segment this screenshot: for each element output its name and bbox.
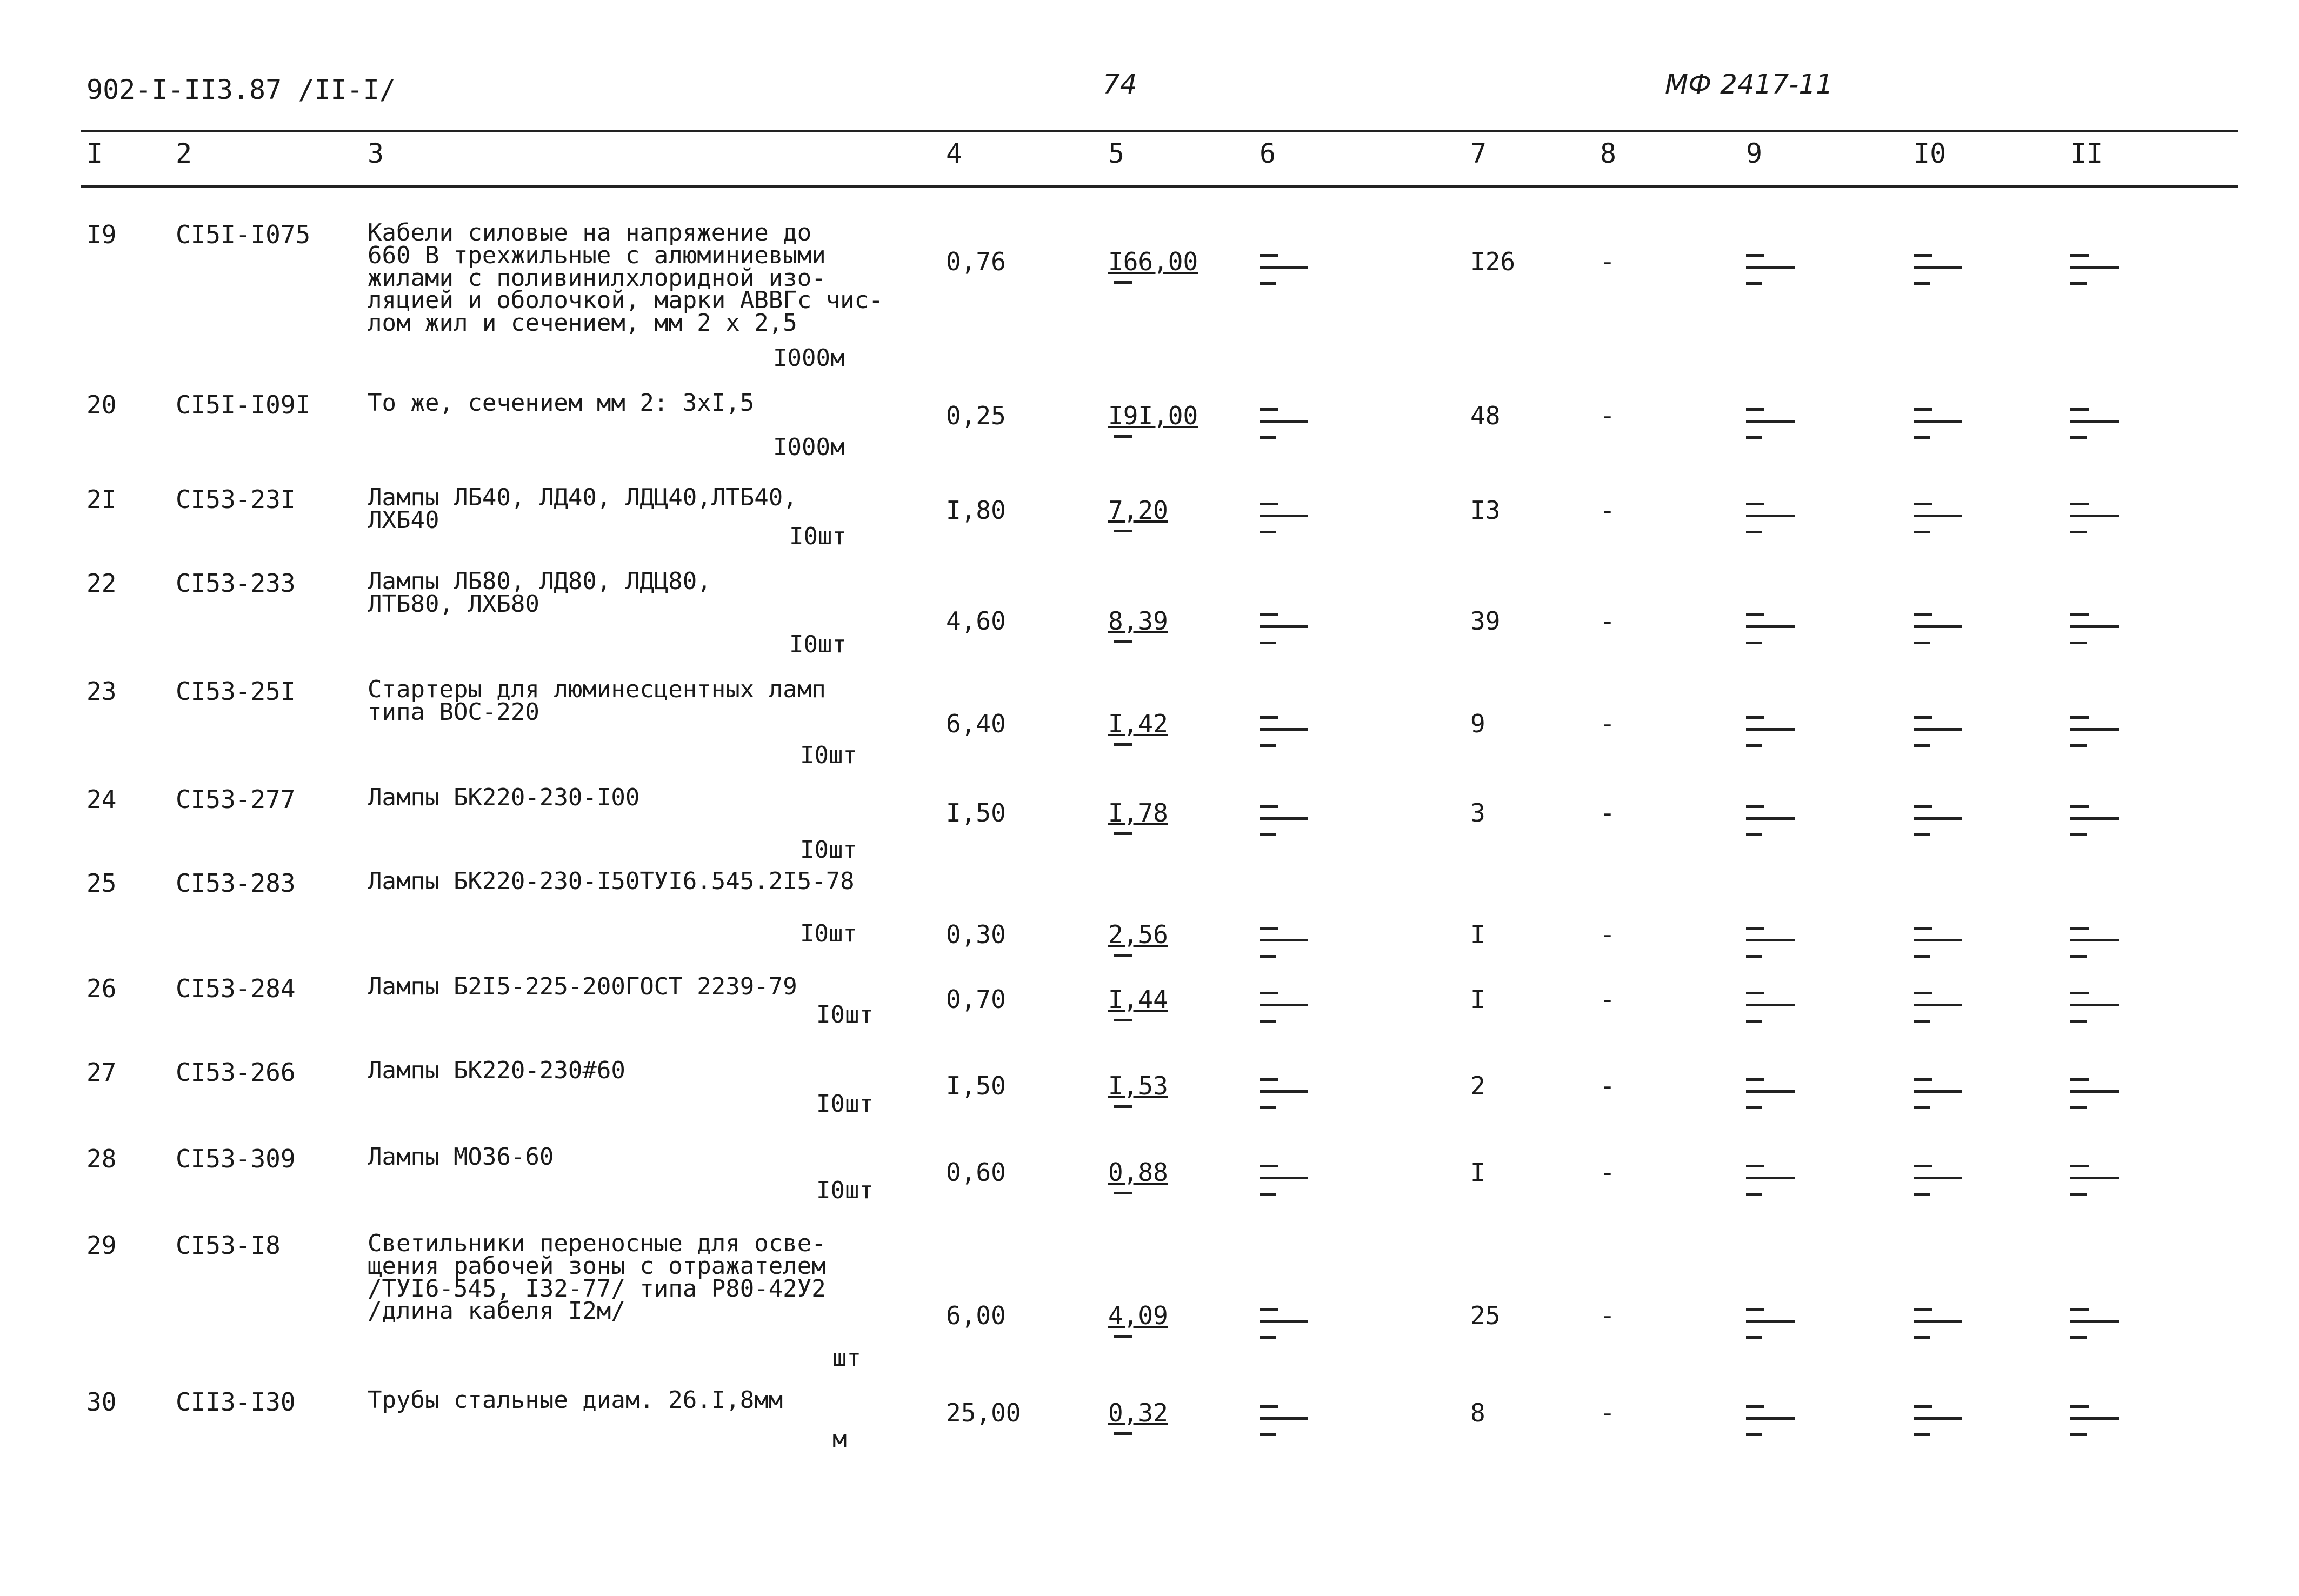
price-code: CI53-277 bbox=[176, 785, 296, 814]
unit-of-measure: I0шт bbox=[789, 523, 847, 550]
unit-price-dash bbox=[1114, 281, 1132, 284]
unit-of-measure: I0шт bbox=[800, 836, 857, 864]
row-number: 30 bbox=[86, 1387, 117, 1417]
column-header-1: I bbox=[86, 138, 103, 169]
unit-price: I,53 bbox=[1108, 1071, 1168, 1100]
unit-price-dash bbox=[1114, 743, 1132, 746]
column-header-2: 2 bbox=[176, 138, 192, 169]
quantity: 0,76 bbox=[946, 247, 1006, 276]
quantity: I,50 bbox=[946, 798, 1006, 827]
quantity: I,80 bbox=[946, 496, 1006, 525]
row-number: 20 bbox=[86, 390, 117, 419]
item-description: Трубы стальные диам. 26.I,8мм bbox=[368, 1386, 783, 1414]
row-number: 24 bbox=[86, 785, 117, 814]
column-7-value: 25 bbox=[1470, 1301, 1501, 1330]
unit-of-measure: м bbox=[832, 1425, 847, 1453]
quantity: 0,25 bbox=[946, 401, 1006, 430]
unit-of-measure: шт bbox=[832, 1344, 861, 1372]
unit-price: 2,56 bbox=[1108, 920, 1168, 949]
unit-price-dash bbox=[1114, 640, 1132, 643]
price-code: CI53-233 bbox=[176, 569, 296, 598]
unit-price-dash bbox=[1114, 1105, 1132, 1108]
row-number: 27 bbox=[86, 1058, 117, 1087]
column-7-value: 3 bbox=[1470, 798, 1485, 827]
price-code: CI53-284 bbox=[176, 974, 296, 1003]
column-8-dash: - bbox=[1600, 247, 1615, 276]
quantity: 6,00 bbox=[946, 1301, 1006, 1330]
column-header-10: I0 bbox=[1914, 138, 1947, 169]
price-code: CI53-25I bbox=[176, 677, 296, 706]
column-header-3: 3 bbox=[368, 138, 384, 169]
unit-price-dash bbox=[1114, 954, 1132, 957]
row-number: 23 bbox=[86, 677, 117, 706]
unit-price-dash bbox=[1114, 832, 1132, 835]
unit-price-dash bbox=[1114, 1019, 1132, 1021]
item-description: То же, сечением мм 2: 3xI,5 bbox=[368, 389, 755, 417]
column-7-value: 8 bbox=[1470, 1398, 1485, 1427]
quantity: 0,60 bbox=[946, 1158, 1006, 1187]
column-7-value: I26 bbox=[1470, 247, 1516, 276]
row-number: I9 bbox=[86, 220, 117, 249]
unit-price: 8,39 bbox=[1108, 606, 1168, 636]
unit-of-measure: I0шт bbox=[800, 742, 857, 769]
document-code: 902-I-II3.87 /II-I/ bbox=[86, 74, 396, 105]
row-number: 2I bbox=[86, 485, 117, 514]
column-8-dash: - bbox=[1600, 1158, 1615, 1187]
item-description: Светильники переносные для осве- щения рабочей зоны с отражателем /ТУI6-545, I32-77/ типа Р80-42У2 /длина кабеля I2м/ bbox=[368, 1230, 826, 1325]
column-8-dash: - bbox=[1600, 1071, 1615, 1100]
unit-price-dash bbox=[1114, 1432, 1132, 1435]
price-code: CI53-309 bbox=[176, 1144, 296, 1173]
price-code: CII3-I30 bbox=[176, 1387, 296, 1417]
row-number: 25 bbox=[86, 869, 117, 898]
column-header-5: 5 bbox=[1108, 138, 1125, 169]
column-header-9: 9 bbox=[1746, 138, 1763, 169]
column-7-value: 39 bbox=[1470, 606, 1501, 636]
row-number: 29 bbox=[86, 1231, 117, 1260]
unit-price-dash bbox=[1114, 1192, 1132, 1194]
column-8-dash: - bbox=[1600, 920, 1615, 949]
unit-price: I,78 bbox=[1108, 798, 1168, 827]
unit-of-measure: I000м bbox=[773, 344, 845, 372]
quantity: 4,60 bbox=[946, 606, 1006, 636]
unit-price: 4,09 bbox=[1108, 1301, 1168, 1330]
item-description: Лампы Б2I5-225-200ГОСТ 2239-79 bbox=[368, 973, 797, 1000]
quantity: I,50 bbox=[946, 1071, 1006, 1100]
column-8-dash: - bbox=[1600, 401, 1615, 430]
unit-of-measure: I0шт bbox=[816, 1001, 874, 1029]
quantity: 0,70 bbox=[946, 985, 1006, 1014]
unit-price-dash bbox=[1114, 435, 1132, 438]
unit-of-measure: I0шт bbox=[800, 920, 857, 947]
unit-price-dash bbox=[1114, 1335, 1132, 1338]
quantity: 0,30 bbox=[946, 920, 1006, 949]
column-header-4: 4 bbox=[946, 138, 963, 169]
unit-price: 7,20 bbox=[1108, 496, 1168, 525]
column-8-dash: - bbox=[1600, 709, 1615, 738]
column-7-value: 2 bbox=[1470, 1071, 1485, 1100]
price-code: CI53-I8 bbox=[176, 1231, 281, 1260]
unit-of-measure: I0шт bbox=[816, 1090, 874, 1118]
column-8-dash: - bbox=[1600, 1301, 1615, 1330]
unit-of-measure: I0шт bbox=[816, 1177, 874, 1204]
item-description: Лампы БК220-230-I50ТУI6.545.2I5-78 bbox=[368, 867, 855, 895]
quantity: 6,40 bbox=[946, 709, 1006, 738]
price-code: CI53-266 bbox=[176, 1058, 296, 1087]
item-description: Стартеры для люминесцентных ламп типа ВОС-220 bbox=[368, 676, 826, 726]
row-number: 26 bbox=[86, 974, 117, 1003]
column-7-value: I bbox=[1470, 985, 1485, 1014]
column-header-6: 6 bbox=[1260, 138, 1276, 169]
unit-of-measure: I000м bbox=[773, 433, 845, 461]
price-code: CI5I-I09I bbox=[176, 390, 311, 419]
header-top-rule bbox=[81, 130, 2238, 132]
unit-price: I,42 bbox=[1108, 709, 1168, 738]
price-code: CI53-283 bbox=[176, 869, 296, 898]
unit-price: I9I,00 bbox=[1108, 401, 1198, 430]
unit-price: 0,88 bbox=[1108, 1158, 1168, 1187]
column-8-dash: - bbox=[1600, 606, 1615, 636]
unit-price: 0,32 bbox=[1108, 1398, 1168, 1427]
column-8-dash: - bbox=[1600, 798, 1615, 827]
column-8-dash: - bbox=[1600, 985, 1615, 1014]
price-code: CI53-23I bbox=[176, 485, 296, 514]
unit-price: I,44 bbox=[1108, 985, 1168, 1014]
column-7-value: 48 bbox=[1470, 401, 1501, 430]
unit-price-dash bbox=[1114, 530, 1132, 532]
unit-of-measure: I0шт bbox=[789, 631, 847, 658]
item-description: Лампы МО36-60 bbox=[368, 1143, 554, 1171]
item-description: Лампы ЛБ40, ЛД40, ЛДЦ40,ЛТБ40, ЛХБ40 bbox=[368, 484, 797, 534]
item-description: Лампы БК220-230#60 bbox=[368, 1057, 625, 1084]
item-description: Лампы ЛБ80, ЛД80, ЛДЦ80, ЛТБ80, ЛХБ80 bbox=[368, 567, 711, 618]
price-code: CI5I-I075 bbox=[176, 220, 311, 249]
item-description: Лампы БК220-230-I00 bbox=[368, 784, 640, 811]
column-7-value: I bbox=[1470, 1158, 1485, 1187]
column-header-11: II bbox=[2070, 138, 2103, 169]
item-description: Кабели силовые на напряжение до 660 В трехжильные с алюминиевыми жилами с поливинилхлоридной изо- ляцией и оболочкой, марки АВВГс чис- лом жил и сечением, мм 2 x 2,5 bbox=[368, 219, 883, 337]
column-header-7: 7 bbox=[1470, 138, 1487, 169]
column-7-value: I bbox=[1470, 920, 1485, 949]
column-7-value: 9 bbox=[1470, 709, 1485, 738]
row-number: 28 bbox=[86, 1144, 117, 1173]
row-number: 22 bbox=[86, 569, 117, 598]
header-bottom-rule bbox=[81, 185, 2238, 188]
column-header-8: 8 bbox=[1600, 138, 1617, 169]
column-8-dash: - bbox=[1600, 1398, 1615, 1427]
column-8-dash: - bbox=[1600, 496, 1615, 525]
quantity: 25,00 bbox=[946, 1398, 1021, 1427]
page-number: 74 bbox=[1103, 69, 1137, 100]
archive-stamp: МФ 2417-11 bbox=[1665, 69, 1833, 100]
column-7-value: I3 bbox=[1470, 496, 1501, 525]
unit-price: I66,00 bbox=[1108, 247, 1198, 276]
